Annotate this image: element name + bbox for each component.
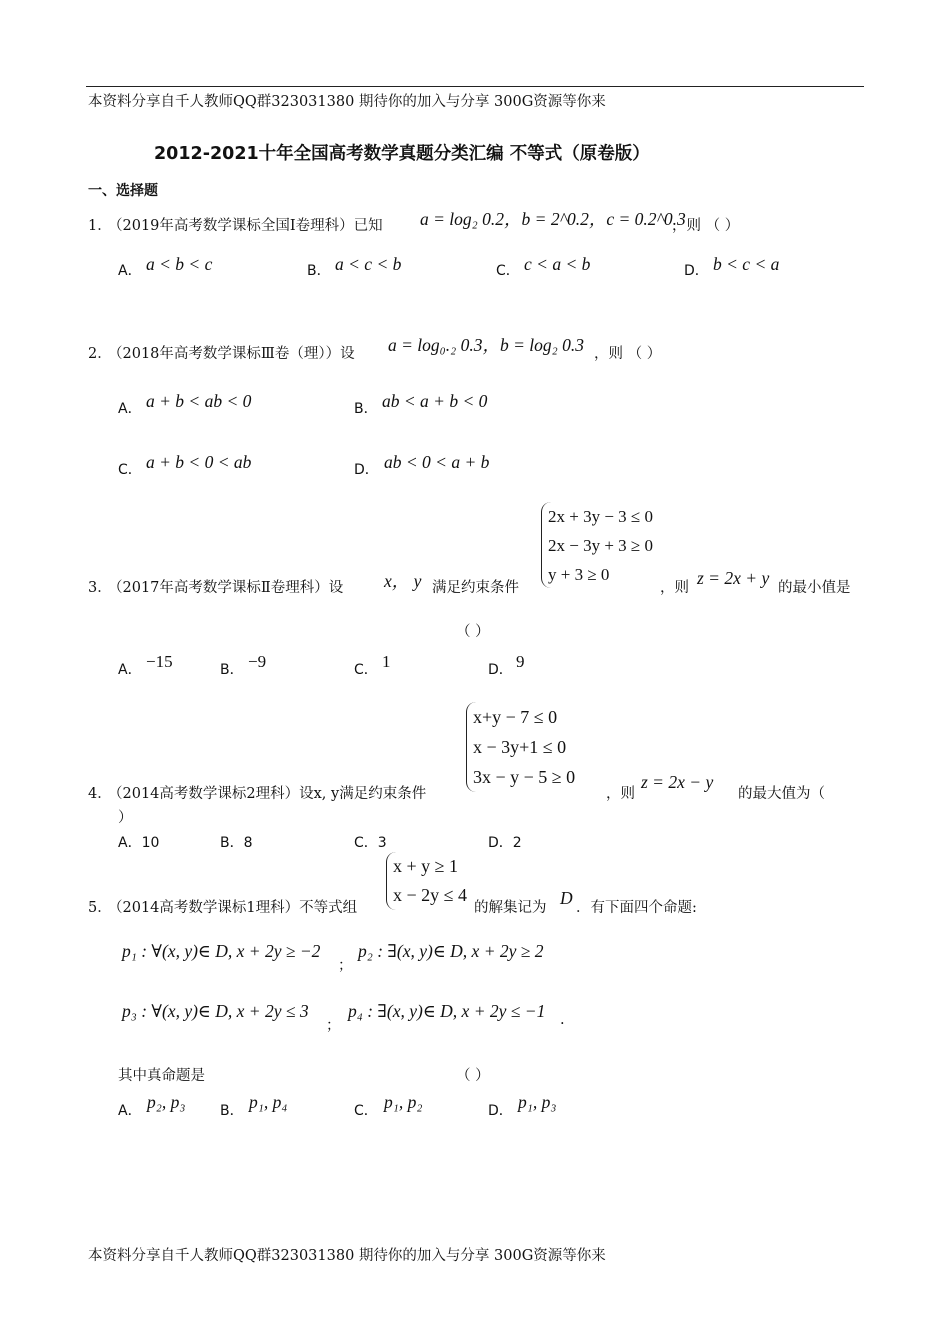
q5-option-d: p₁, p₃ <box>518 1092 557 1112</box>
q3-objective: z = 2x + y <box>697 568 770 588</box>
q3-option-c-label: C． <box>354 662 378 678</box>
q3-tail-2: 的最小值是 <box>778 580 851 596</box>
q3-constraint-3: y + 3 ≥ 0 <box>548 565 610 584</box>
q5-inequality-1: x + y ≥ 1 <box>393 856 459 876</box>
q3-option-a-label: A． <box>118 662 142 678</box>
q5-paren: （ ） <box>456 1068 490 1084</box>
page-title: 2012-2021十年全国高考数学真题分类汇编 不等式（原卷版） <box>154 144 650 164</box>
q2-option-a: a + b < ab < 0 <box>146 391 252 411</box>
q2-tail: ，则 （ ） <box>594 346 662 362</box>
q3-variables: x， y <box>384 571 422 591</box>
q5-proposition-p3: p₃ : ∀(x, y)∈ D, x + 2y ≤ 3 <box>122 1001 309 1021</box>
q5-tail: 的解集记为 <box>474 900 547 916</box>
q3-option-c: 1 <box>382 652 391 671</box>
q2-option-b-label: B． <box>354 401 378 417</box>
q5-inequality-system <box>386 852 467 910</box>
q3-option-b-label: B． <box>220 662 244 678</box>
q5-number: 5． <box>88 900 112 916</box>
q3-option-d: 9 <box>516 652 525 671</box>
q2-text: （2018年高考数学课标Ⅲ卷（理））设 <box>108 346 355 362</box>
q2-option-d-label: D． <box>354 462 379 478</box>
q3-text: （2017年高考数学课标Ⅱ卷理科）设 <box>108 580 344 596</box>
q3-option-b: −9 <box>248 652 267 671</box>
q4-tail-2: 的最大值为（ <box>738 786 825 802</box>
q4-continued: ） <box>118 810 133 826</box>
q5-option-b: p₁, p₄ <box>249 1092 288 1112</box>
section-heading: 一、选择题 <box>88 183 158 199</box>
q5-tail-2: ．有下面四个命题: <box>576 900 697 916</box>
q5-option-d-label: D． <box>488 1103 513 1119</box>
q1-option-b: a < c < b <box>335 254 402 274</box>
q5-text: （2014高考数学课标1理科）不等式组 <box>108 900 358 916</box>
q2-expression: a = log₀.₂ 0.3，b = log₂ 0.3 <box>388 335 584 355</box>
q5-inequality-2: x − 2y ≤ 4 <box>393 885 468 905</box>
q4-tail: ，则 <box>606 786 635 802</box>
q5-proposition-p2: p₂ : ∃(x, y)∈ D, x + 2y ≥ 2 <box>358 941 544 961</box>
q1-option-d-label: D． <box>684 263 709 279</box>
page-header: 本资料分享自千人教师QQ群323031380 期待你的加入与分享 300G资源等你来 <box>88 94 606 110</box>
q5-set-name: D <box>560 888 573 908</box>
header-rule <box>86 86 864 87</box>
q5-separator-2: ； <box>326 1018 341 1034</box>
q2-option-d: ab < 0 < a + b <box>384 452 490 472</box>
q4-option-a: A．10 <box>118 835 160 851</box>
q4-constraint-3: 3x − y − 5 ≥ 0 <box>473 767 576 787</box>
q2-option-c: a + b < 0 < ab <box>146 452 252 472</box>
q5-proposition-p4: p₄ : ∃(x, y)∈ D, x + 2y ≤ −1 <box>348 1001 546 1021</box>
q1-tail: ，则 （ ） <box>672 218 740 234</box>
q1-expression: a = log₂ 0.2，b = 2^0.2，c = 0.2^0.3 <box>420 209 686 229</box>
q4-constraint-1: x+y − 7 ≤ 0 <box>473 707 558 727</box>
q5-option-a: p₂, p₃ <box>147 1092 186 1112</box>
q4-number: 4． <box>88 786 112 802</box>
q3-constraint-2: 2x − 3y + 3 ≥ 0 <box>548 536 654 555</box>
q4-objective: z = 2x − y <box>641 772 714 792</box>
q5-proposition-p1: p₁ : ∀(x, y)∈ D, x + 2y ≥ −2 <box>122 941 321 961</box>
q1-option-c: c < a < b <box>524 254 591 274</box>
q4-text: （2014高考数学课标2理科）设x, y满足约束条件 <box>108 786 427 802</box>
q5-which: 其中真命题是 <box>118 1068 205 1084</box>
q2-option-a-label: A． <box>118 401 142 417</box>
q3-mid: 满足约束条件 <box>432 580 519 596</box>
q3-number: 3． <box>88 580 112 596</box>
q3-tail: ，则 <box>660 580 689 596</box>
q5-option-c: p₁, p₂ <box>384 1092 423 1112</box>
q3-constraint-1: 2x + 3y − 3 ≤ 0 <box>548 507 654 526</box>
q2-option-b: ab < a + b < 0 <box>382 391 488 411</box>
q4-option-b: B．8 <box>220 835 253 851</box>
q2-number: 2． <box>88 346 112 362</box>
q1-option-a: a < b < c <box>146 254 213 274</box>
page-footer: 本资料分享自千人教师QQ群323031380 期待你的加入与分享 300G资源等你来 <box>88 1248 606 1264</box>
q4-option-d: D．2 <box>488 835 522 851</box>
q1-text: （2019年高考数学课标全国Ⅰ卷理科）已知 <box>108 218 383 234</box>
q3-paren: （ ） <box>456 624 490 640</box>
q1-option-c-label: C． <box>496 263 520 279</box>
q1-option-b-label: B． <box>307 263 331 279</box>
q3-option-a: −15 <box>146 652 173 671</box>
q5-separator-1: ； <box>338 958 353 974</box>
q5-option-b-label: B． <box>220 1103 244 1119</box>
q5-option-c-label: C． <box>354 1103 378 1119</box>
q1-option-d: b < c < a <box>713 254 780 274</box>
q2-option-c-label: C． <box>118 462 142 478</box>
q1-number: 1． <box>88 218 112 234</box>
q3-option-d-label: D． <box>488 662 513 678</box>
q1-option-a-label: A． <box>118 263 142 279</box>
q4-constraint-2: x − 3y+1 ≤ 0 <box>473 737 567 757</box>
q5-option-a-label: A． <box>118 1103 142 1119</box>
q4-option-c: C．3 <box>354 835 387 851</box>
q4-constraint-system <box>466 702 575 792</box>
q3-constraint-system <box>541 502 653 588</box>
q5-end-mark: . <box>560 1012 565 1028</box>
